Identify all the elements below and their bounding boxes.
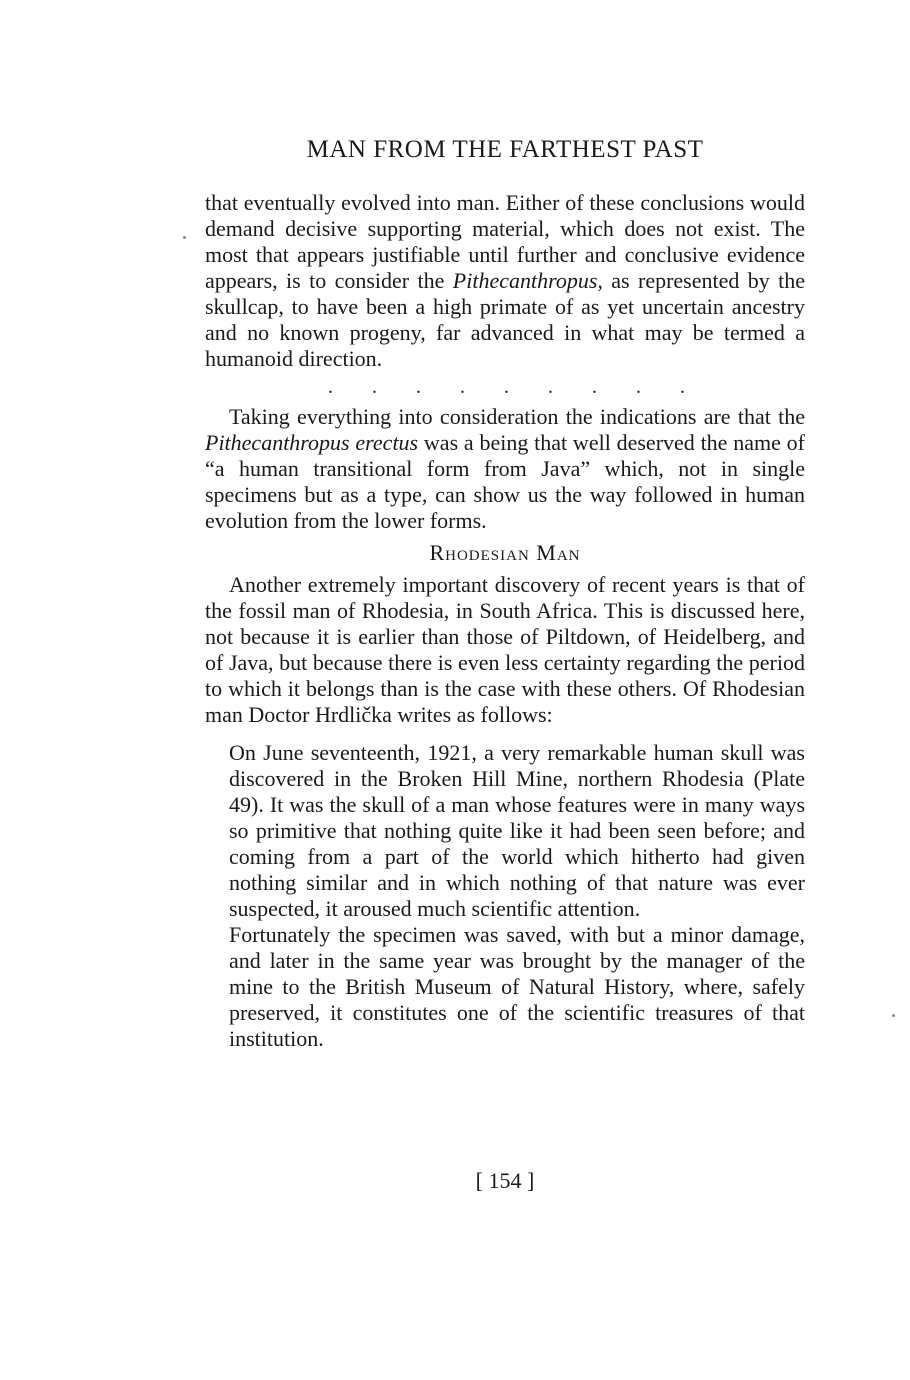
quote-paragraph: On June seventeenth, 1921, a very remarkable human skull was discovered in the Broken Hill Mine, northern Rhodesia (Plate 49). It was the skull of a man whose features were in many ways so primitive that nothing quite like it had been seen before; and coming from a part of the world which hitherto had given nothing similar and in which nothing of that nature was ever suspected, it aroused much scientific attention. bbox=[229, 740, 805, 921]
paragraph-continuation bbox=[205, 190, 805, 372]
paragraph: Another extremely important discovery of recent years is that of the fossil man of Rhodesia, in South Africa. This is discussed here, not because it is earlier than those of Piltdown, of Heidelberg, and of Java, but because there is even less certainty regarding the period to which it belongs than is the case with these others. Of Rhodesian man Doctor Hrdlička writes as follows: bbox=[205, 572, 805, 727]
italic-term: Pithecanthropus erectus bbox=[205, 430, 419, 455]
paragraph-text: that eventually evolved into man. Either of these conclusions would demand decisive supporting material, which does not exist. The most that appears justifiable until further and conclusive evidence appears, is to consider the bbox=[205, 190, 805, 293]
paragraph-text: was a being that well deserved the name of “a human transitional form from Java” which, not in single specimens but as a type, can show us the way followed in human evolution from the lower forms. bbox=[205, 430, 806, 533]
section-heading: Rhodesian Man bbox=[429, 540, 581, 565]
paragraph bbox=[205, 404, 805, 534]
page-number: [ 154 ] bbox=[475, 1168, 535, 1193]
italic-term: Pithecanthropus, bbox=[452, 268, 603, 293]
section-separator: . . . . . . . . . bbox=[328, 376, 702, 398]
spacer bbox=[205, 728, 805, 740]
paragraph-text: Taking everything into consideration the indications are that the bbox=[229, 404, 805, 429]
block-quote bbox=[205, 740, 805, 1052]
quote-paragraph: Fortunately the specimen was saved, with but a minor damage, and later in the same year was brought by the manager of the mine to the British Museum of Natural History, where, safely preserved, it constitutes one of the scientific treasures of that institution. bbox=[229, 922, 805, 1051]
margin-speck bbox=[892, 1014, 895, 1017]
body-text bbox=[205, 190, 805, 1052]
margin-speck bbox=[183, 236, 186, 239]
paragraph-text: as represented by the skullcap, to have been a high primate of as yet uncertain ancestry and no known progeny, far advanced in what may be termed a humanoid direction. bbox=[205, 268, 806, 371]
running-head: MAN FROM THE FARTHEST PAST bbox=[306, 136, 704, 163]
